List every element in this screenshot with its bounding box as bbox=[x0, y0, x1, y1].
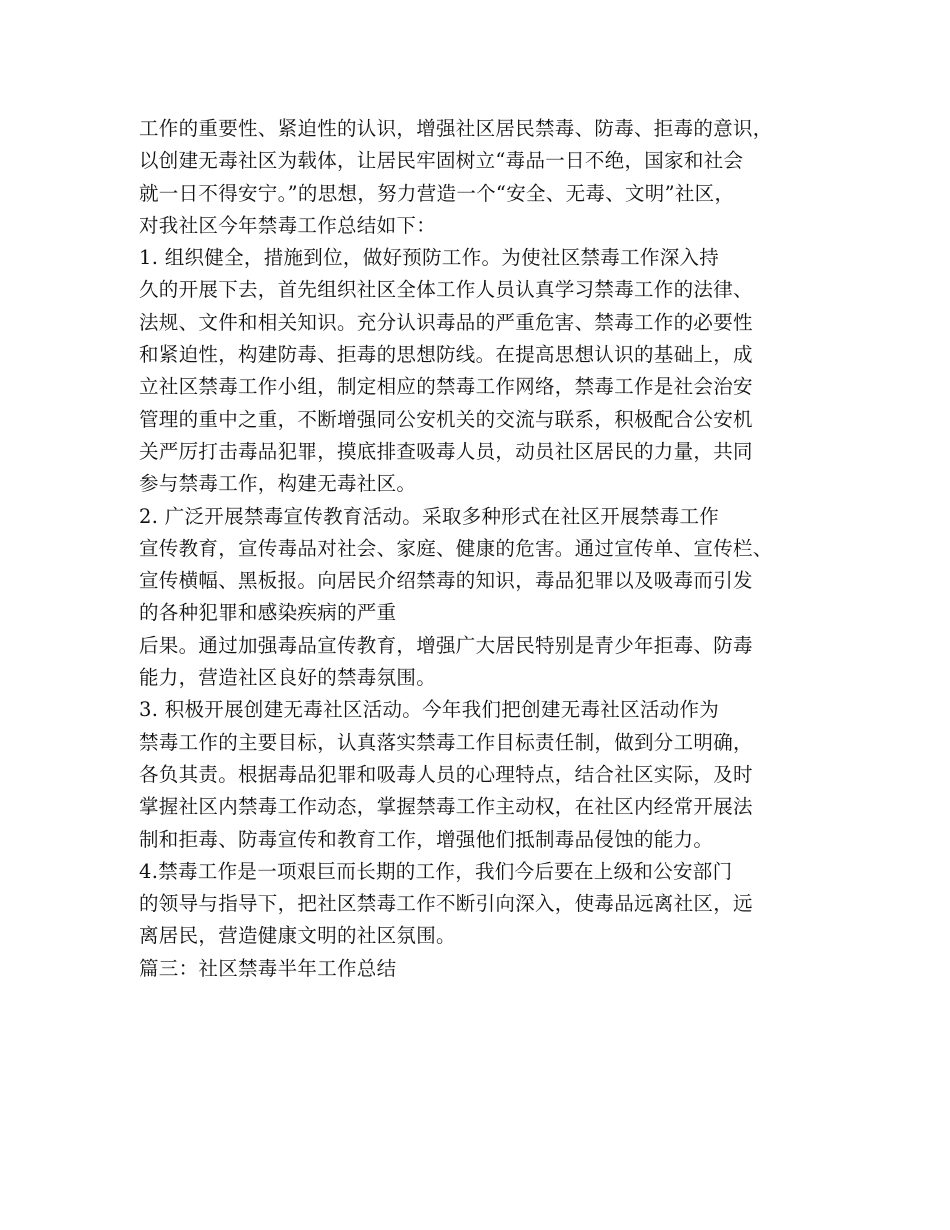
text-line: 久的开展下去，首先组织社区全体工作人员认真学习禁毒工作的法律、 bbox=[139, 278, 753, 302]
text-line: 掌握社区内禁毒工作动态，掌握禁毒工作主动权，在社区内经常开展法 bbox=[139, 795, 753, 819]
text-line: 离居民，营造健康文明的社区氛围。 bbox=[139, 924, 456, 948]
text-line: 的领导与指导下，把社区禁毒工作不断引向深入，使毒品远离社区，远 bbox=[139, 892, 753, 916]
text-line: 宣传教育，宣传毒品对社会、家庭、健康的危害。通过宣传单、宣传栏、 bbox=[139, 536, 773, 560]
text-line: 各负其责。根据毒品犯罪和吸毒人员的心理特点，结合社区实际，及时 bbox=[139, 762, 753, 786]
text-line: 后果。通过加强毒品宣传教育，增强广大居民特别是青少年拒毒、防毒 bbox=[139, 633, 753, 657]
text-line: 以创建无毒社区为载体，让居民牢固树立“毒品一日不绝，国家和社会 bbox=[139, 149, 744, 173]
text-line: 1. 组织健全，措施到位，做好预防工作。为使社区禁毒工作深入持 bbox=[139, 246, 720, 270]
text-line: 参与禁毒工作，构建无毒社区。 bbox=[139, 472, 417, 496]
text-line: 管理的重中之重，不断增强同公安机关的交流与联系，积极配合公安机 bbox=[139, 407, 753, 431]
text-line: 2. 广泛开展禁毒宣传教育活动。采取多种形式在社区开展禁毒工作 bbox=[139, 504, 720, 528]
text-line: 3. 积极开展创建无毒社区活动。今年我们把创建无毒社区活动作为 bbox=[139, 698, 720, 722]
text-line: 法规、文件和相关知识。充分认识毒品的严重危害、禁毒工作的必要性 bbox=[139, 310, 753, 334]
text-line: 禁毒工作的主要目标，认真落实禁毒工作目标责任制，做到分工明确， bbox=[139, 730, 753, 754]
text-line: 对我社区今年禁毒工作总结如下： bbox=[139, 213, 437, 237]
text-line: 关严厉打击毒品犯罪，摸底排查吸毒人员，动员社区居民的力量，共同 bbox=[139, 439, 753, 463]
document-body bbox=[139, 113, 819, 985]
text-line: 宣传横幅、黑板报。向居民介绍禁毒的知识，毒品犯罪以及吸毒而引发 bbox=[139, 569, 753, 593]
text-line: 立社区禁毒工作小组，制定相应的禁毒工作网络，禁毒工作是社会治安 bbox=[139, 375, 753, 399]
text-line: 工作的重要性、紧迫性的认识，增强社区居民禁毒、防毒、拒毒的意识， bbox=[139, 117, 773, 140]
text-line: 4.禁毒工作是一项艰巨而长期的工作，我们今后要在上级和公安部门 bbox=[139, 859, 733, 883]
text-line: 就一日不得安宁。”的思想，努力营造一个“安全、无毒、文明”社区， bbox=[139, 181, 735, 205]
text-line: 的各种犯罪和感染疾病的严重 bbox=[139, 601, 397, 625]
section-heading: 篇三：社区禁毒半年工作总结 bbox=[139, 956, 397, 980]
text-line: 和紧迫性，构建防毒、拒毒的思想防线。在提高思想认识的基础上，成 bbox=[139, 343, 753, 367]
text-line: 能力，营造社区良好的禁毒氛围。 bbox=[139, 666, 437, 690]
text-line: 制和拒毒、防毒宣传和教育工作，增强他们抵制毒品侵蚀的能力。 bbox=[139, 827, 714, 851]
